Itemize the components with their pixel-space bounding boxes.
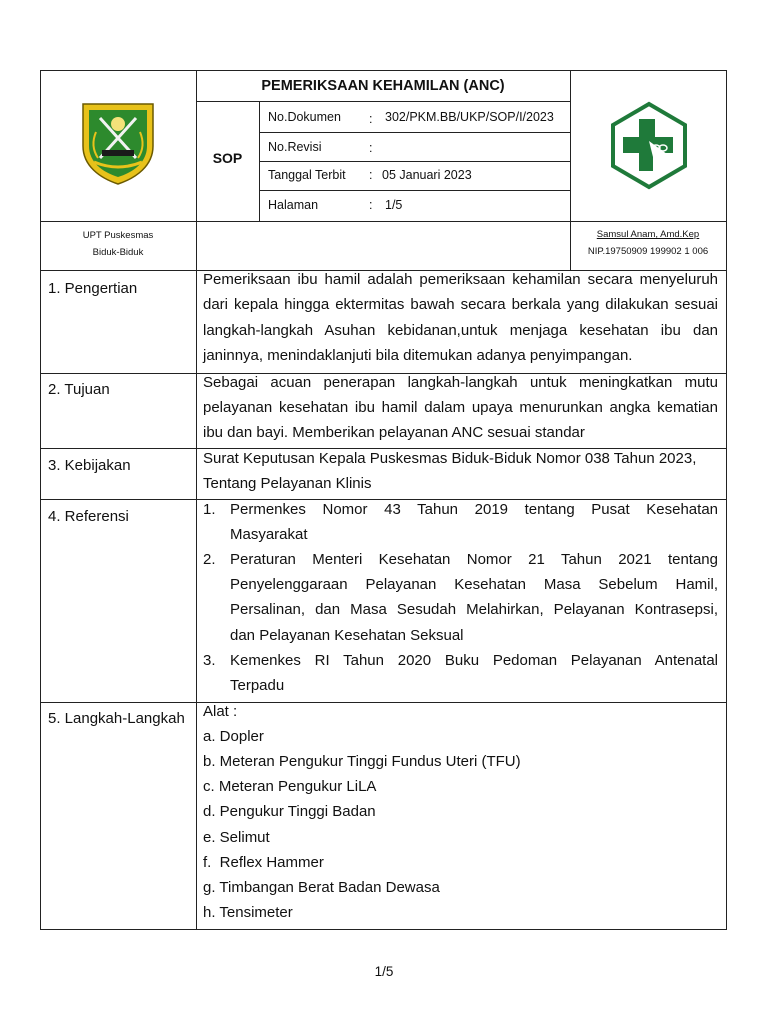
org-name-line2: Biduk-Biduk — [92, 247, 144, 258]
field-tanggal-terbit-label: Tanggal Terbit — [268, 168, 346, 182]
pengertian-line: dari kepala hingga ektermitas bawah secara berkala yang dilakukan sesuai — [203, 296, 718, 313]
referensi-item-number: 1. — [203, 501, 216, 518]
signer-nip: NIP.19750909 199902 1 006 — [587, 246, 709, 257]
referensi-item-number: 2. — [203, 551, 216, 568]
alat-item: a. Dopler — [203, 728, 264, 745]
tujuan-line: Sebagai acuan penerapan langkah-langkah untuk meningkatkan mutu — [203, 374, 718, 391]
pengertian-line: Pemeriksaan ibu hamil adalah pemeriksaan kehamilan secara menyeluruh — [203, 271, 718, 288]
alat-item: c. Meteran Pengukur LiLA — [203, 778, 377, 795]
referensi-line: Terpadu — [230, 677, 285, 694]
org-name-line1: UPT Puskesmas — [82, 230, 154, 241]
referensi-line: Peraturan Menteri Kesehatan Nomor 21 Tahun 2021 tentang — [230, 551, 718, 568]
field-no-dokumen-value: 302/PKM.BB/UKP/SOP/I/2023 — [385, 110, 554, 124]
field-no-revisi-sep: : — [369, 141, 373, 155]
alat-item: b. Meteran Pengukur Tinggi Fundus Uteri (TFU) — [203, 753, 521, 770]
langkah-intro: Alat : — [203, 703, 238, 720]
referensi-line: Masyarakat — [230, 526, 308, 543]
pengertian-line: langkah-langkah Asuhan kebidanan,untuk menjaga kesehatan ibu dan — [203, 322, 718, 339]
document-title: PEMERIKSAAN KEHAMILAN (ANC) — [261, 78, 505, 94]
field-halaman-sep: : — [369, 198, 373, 212]
referensi-line: Permenkes Nomor 43 Tahun 2019 tentang Pusat Kesehatan — [230, 501, 718, 518]
signer-name: Samsul Anam, Amd.Kep — [596, 229, 700, 240]
alat-item: f. Reflex Hammer — [203, 854, 324, 871]
kebijakan-line: Tentang Pelayanan Klinis — [203, 475, 372, 492]
field-tanggal-terbit-sep: : — [369, 168, 373, 182]
referensi-line: Persalinan, dan Masa Sesudah Melahirkan, Pelayanan Kontrasepsi, — [230, 601, 718, 618]
field-tanggal-terbit-value: 05 Januari 2023 — [382, 168, 472, 182]
sop-label: SOP — [212, 150, 243, 166]
alat-item: e. Selimut — [203, 829, 270, 846]
section-label-pengertian: 1. Pengertian — [48, 280, 138, 297]
field-no-dokumen-label: No.Dokumen — [268, 110, 341, 124]
puskesmas-logo — [609, 101, 689, 190]
field-halaman-label: Halaman — [268, 198, 319, 212]
referensi-item-number: 3. — [203, 652, 216, 669]
tujuan-line: ibu dan bayi. Memberikan pelayanan ANC sesuai standar — [203, 424, 585, 441]
pengertian-line: janinnya, menindaklanjuti bila ditemukan adanya penyimpangan. — [203, 347, 633, 364]
field-no-revisi-label: No.Revisi — [268, 140, 322, 154]
tujuan-line: pelayanan kesehatan ibu hamil dalam upaya menurunkan angka kematian — [203, 399, 718, 416]
section-label-referensi: 4. Referensi — [48, 508, 129, 525]
field-no-dokumen-sep: : — [369, 112, 373, 126]
alat-item: g. Timbangan Berat Badan Dewasa — [203, 879, 440, 896]
section-label-langkah: 5. Langkah-Langkah — [48, 710, 185, 727]
regional-emblem-logo — [80, 102, 156, 186]
alat-item: h. Tensimeter — [203, 904, 293, 921]
kebijakan-line: Surat Keputusan Kepala Puskesmas Biduk-Biduk Nomor 038 Tahun 2023, — [203, 450, 697, 467]
page-number: 1/5 — [374, 964, 394, 979]
alat-item: d. Pengukur Tinggi Badan — [203, 803, 376, 820]
field-halaman-value: 1/5 — [385, 198, 403, 212]
referensi-line: Penyelenggaraan Pelayanan Kesehatan Masa Sebelum Hamil, — [230, 576, 718, 593]
referensi-line: Kemenkes RI Tahun 2020 Buku Pedoman Pelayanan Antenatal — [230, 652, 718, 669]
section-label-kebijakan: 3. Kebijakan — [48, 457, 131, 474]
section-label-tujuan: 2. Tujuan — [48, 381, 110, 398]
referensi-line: dan Pelayanan Kesehatan Seksual — [230, 627, 464, 644]
